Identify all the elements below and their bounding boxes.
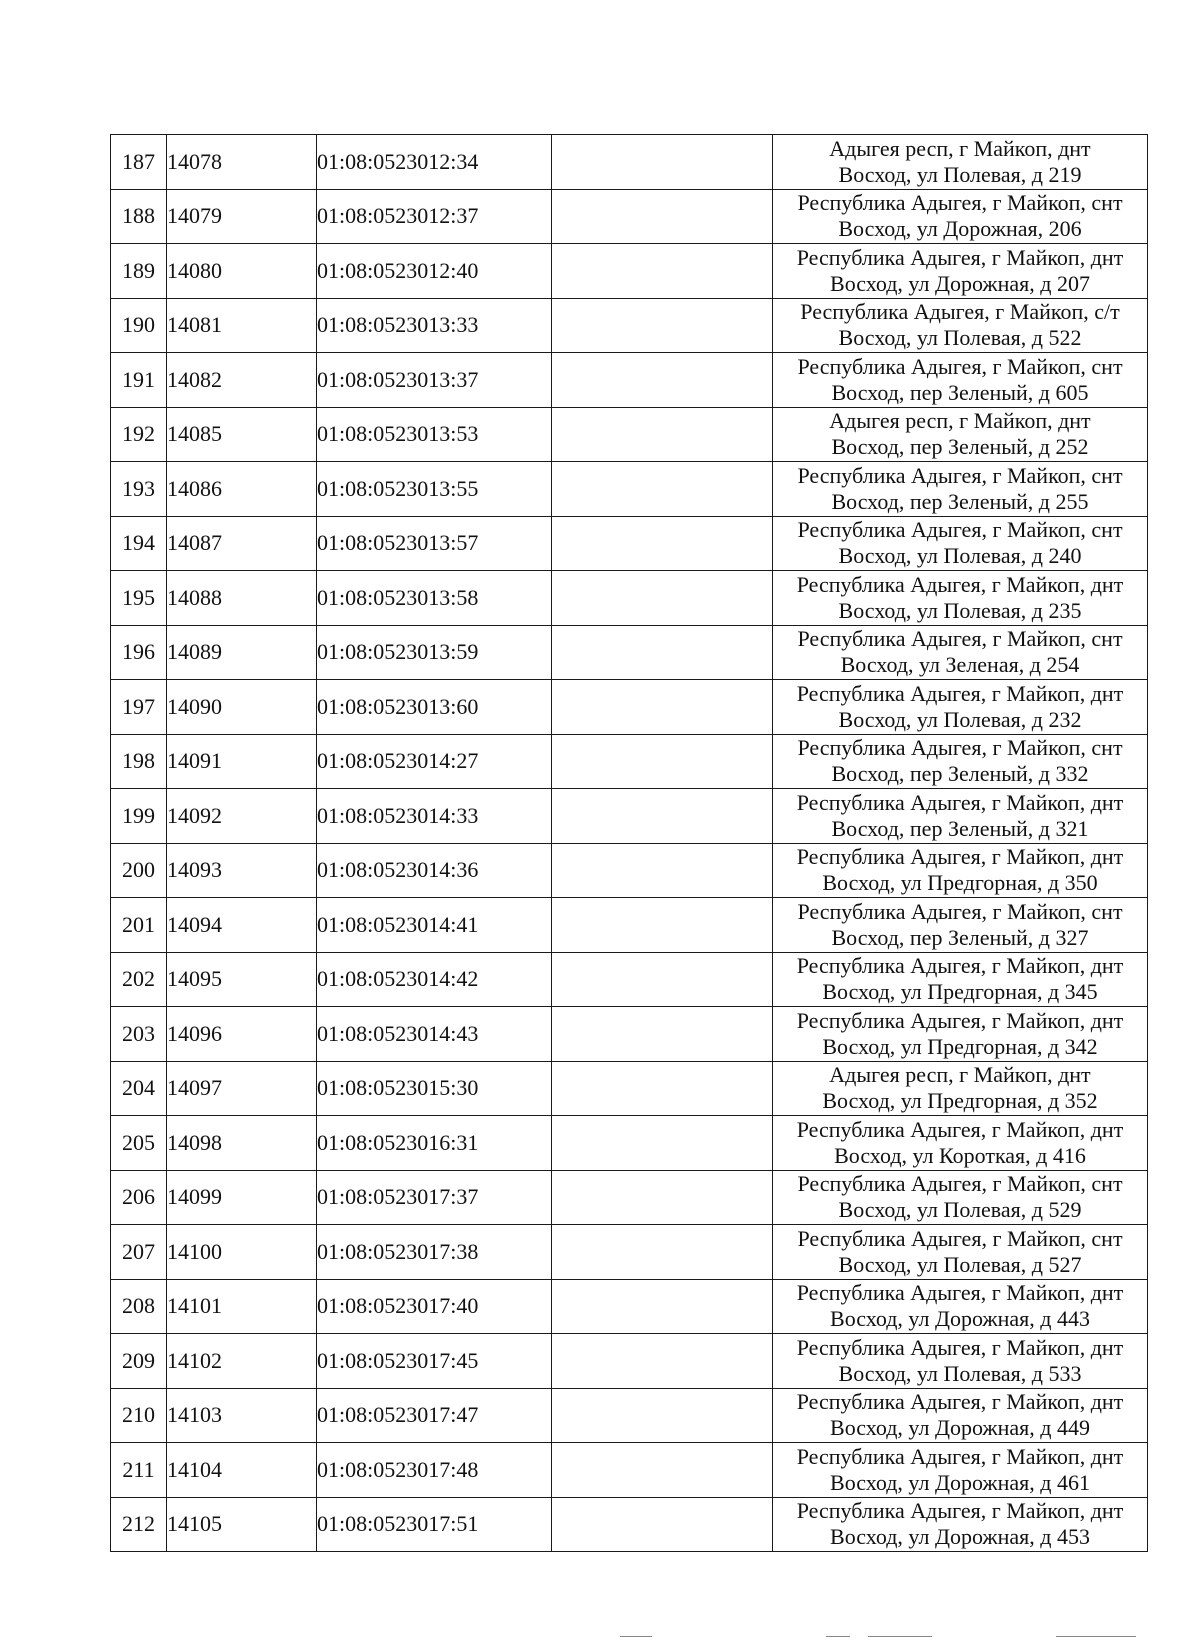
row-number: 208: [111, 1279, 167, 1334]
cadastral-number: 01:08:0523013:59: [317, 625, 552, 680]
table-row: [111, 625, 1148, 680]
empty-cell: [552, 462, 773, 517]
row-number: 188: [111, 189, 167, 244]
address-cell: [773, 1279, 1148, 1334]
table-row: [111, 516, 1148, 571]
table-row: [111, 952, 1148, 1007]
row-number: 191: [111, 353, 167, 408]
address-line-2: Восход, ул Предгорная, д 345: [822, 979, 1098, 1005]
scan-artifact-line: [868, 1636, 932, 1637]
address-cell: [773, 244, 1148, 299]
table-row: [111, 1497, 1148, 1552]
row-number: 206: [111, 1170, 167, 1225]
empty-cell: [552, 952, 773, 1007]
cadastral-number: 01:08:0523017:37: [317, 1170, 552, 1225]
empty-cell: [552, 898, 773, 953]
empty-cell: [552, 298, 773, 353]
address-cell: [773, 789, 1148, 844]
address-cell: [773, 1225, 1148, 1280]
address-line-2: Восход, пер Зеленый, д 252: [831, 434, 1089, 460]
object-code: 14078: [167, 135, 317, 190]
empty-cell: [552, 1388, 773, 1443]
address-line-2: Восход, ул Полевая, д 232: [838, 706, 1082, 732]
cadastral-number: 01:08:0523014:42: [317, 952, 552, 1007]
cadastral-number: 01:08:0523016:31: [317, 1116, 552, 1171]
address-line-2: Восход, пер Зеленый, д 327: [831, 924, 1089, 950]
row-number: 203: [111, 1007, 167, 1062]
address-line-1: Республика Адыгея, г Майкоп, снт: [797, 1171, 1123, 1197]
row-number: 197: [111, 680, 167, 735]
address-line-1: Республика Адыгея, г Майкоп, днт: [796, 244, 1124, 270]
address-line-1: Республика Адыгея, г Майкоп, днт: [796, 1007, 1124, 1033]
object-code: 14091: [167, 734, 317, 789]
object-code: 14087: [167, 516, 317, 571]
address-line-1: Республика Адыгея, г Майкоп, снт: [797, 1225, 1123, 1251]
table-body: [111, 135, 1148, 1552]
address-cell: [773, 298, 1148, 353]
row-number: 212: [111, 1497, 167, 1552]
address-cell: [773, 680, 1148, 735]
empty-cell: [552, 625, 773, 680]
cadastral-number: 01:08:0523014:41: [317, 898, 552, 953]
table-row: [111, 680, 1148, 735]
empty-cell: [552, 1116, 773, 1171]
address-line-1: Республика Адыгея, г Майкоп, днт: [796, 571, 1124, 597]
empty-cell: [552, 516, 773, 571]
address-line-1: Республика Адыгея, г Майкоп, снт: [797, 898, 1123, 924]
empty-cell: [552, 571, 773, 626]
address-line-1: Республика Адыгея, г Майкоп, днт: [796, 1443, 1124, 1469]
cadastral-number: 01:08:0523013:53: [317, 407, 552, 462]
object-code: 14080: [167, 244, 317, 299]
address-line-1: Республика Адыгея, г Майкоп, снт: [797, 190, 1123, 216]
object-code: 14090: [167, 680, 317, 735]
scan-artifact-line: [826, 1636, 850, 1637]
object-code: 14105: [167, 1497, 317, 1552]
address-line-2: Восход, ул Полевая, д 219: [838, 161, 1082, 187]
table-row: [111, 843, 1148, 898]
row-number: 210: [111, 1388, 167, 1443]
address-line-2: Восход, ул Дорожная, д 449: [830, 1415, 1090, 1441]
cadastral-number: 01:08:0523014:43: [317, 1007, 552, 1062]
table-row: [111, 1388, 1148, 1443]
address-cell: [773, 843, 1148, 898]
cadastral-number: 01:08:0523013:60: [317, 680, 552, 735]
address-cell: [773, 571, 1148, 626]
empty-cell: [552, 189, 773, 244]
cadastral-number: 01:08:0523012:40: [317, 244, 552, 299]
row-number: 205: [111, 1116, 167, 1171]
empty-cell: [552, 734, 773, 789]
table-row: [111, 789, 1148, 844]
empty-cell: [552, 1061, 773, 1116]
object-code: 14097: [167, 1061, 317, 1116]
table-row: [111, 1443, 1148, 1498]
address-line-1: Республика Адыгея, г Майкоп, днт: [796, 680, 1124, 706]
cadastral-number: 01:08:0523014:33: [317, 789, 552, 844]
table-row: [111, 1116, 1148, 1171]
address-line-2: Восход, ул Дорожная, д 207: [830, 270, 1090, 296]
address-line-1: Республика Адыгея, г Майкоп, днт: [796, 1389, 1124, 1415]
address-line-1: Республика Адыгея, г Майкоп, днт: [796, 844, 1124, 870]
object-code: 14099: [167, 1170, 317, 1225]
object-code: 14096: [167, 1007, 317, 1062]
address-cell: [773, 353, 1148, 408]
address-line-1: Республика Адыгея, г Майкоп, снт: [797, 626, 1123, 652]
address-line-1: Республика Адыгея, г Майкоп, снт: [797, 517, 1123, 543]
empty-cell: [552, 1334, 773, 1389]
row-number: 204: [111, 1061, 167, 1116]
address-line-2: Восход, ул Полевая, д 533: [838, 1360, 1082, 1386]
table-row: [111, 898, 1148, 953]
address-line-1: Республика Адыгея, г Майкоп, днт: [796, 1280, 1124, 1306]
cadastral-number: 01:08:0523017:51: [317, 1497, 552, 1552]
empty-cell: [552, 1170, 773, 1225]
row-number: 195: [111, 571, 167, 626]
address-line-1: Республика Адыгея, г Майкоп, днт: [796, 1334, 1124, 1360]
land-plot-table: [110, 134, 1148, 1552]
row-number: 194: [111, 516, 167, 571]
address-cell: [773, 1334, 1148, 1389]
object-code: 14079: [167, 189, 317, 244]
table-row: [111, 135, 1148, 190]
cadastral-number: 01:08:0523017:45: [317, 1334, 552, 1389]
address-cell: [773, 135, 1148, 190]
row-number: 202: [111, 952, 167, 1007]
address-line-2: Восход, ул Зеленая, д 254: [840, 652, 1080, 678]
cadastral-number: 01:08:0523017:40: [317, 1279, 552, 1334]
empty-cell: [552, 789, 773, 844]
address-line-1: Республика Адыгея, г Майкоп, снт: [797, 735, 1123, 761]
address-cell: [773, 1497, 1148, 1552]
empty-cell: [552, 244, 773, 299]
cadastral-number: 01:08:0523017:38: [317, 1225, 552, 1280]
row-number: 189: [111, 244, 167, 299]
object-code: 14092: [167, 789, 317, 844]
table-row: [111, 407, 1148, 462]
row-number: 200: [111, 843, 167, 898]
object-code: 14081: [167, 298, 317, 353]
address-cell: [773, 1007, 1148, 1062]
row-number: 207: [111, 1225, 167, 1280]
address-cell: [773, 625, 1148, 680]
address-cell: [773, 189, 1148, 244]
cadastral-number: 01:08:0523012:37: [317, 189, 552, 244]
address-line-2: Восход, ул Дорожная, 206: [838, 216, 1082, 242]
table-row: [111, 1334, 1148, 1389]
object-code: 14094: [167, 898, 317, 953]
address-line-2: Восход, ул Полевая, д 529: [838, 1197, 1082, 1223]
address-cell: [773, 898, 1148, 953]
address-line-2: Восход, ул Дорожная, д 461: [830, 1469, 1090, 1495]
row-number: 187: [111, 135, 167, 190]
object-code: 14093: [167, 843, 317, 898]
row-number: 199: [111, 789, 167, 844]
object-code: 14100: [167, 1225, 317, 1280]
cadastral-number: 01:08:0523012:34: [317, 135, 552, 190]
address-line-2: Восход, пер Зеленый, д 332: [831, 761, 1089, 787]
object-code: 14089: [167, 625, 317, 680]
address-cell: [773, 1388, 1148, 1443]
cadastral-number: 01:08:0523013:55: [317, 462, 552, 517]
address-line-1: Республика Адыгея, г Майкоп, снт: [797, 353, 1123, 379]
table-row: [111, 353, 1148, 408]
table-row: [111, 1225, 1148, 1280]
address-line-1: Республика Адыгея, г Майкоп, снт: [797, 462, 1123, 488]
address-cell: [773, 1061, 1148, 1116]
object-code: 14102: [167, 1334, 317, 1389]
row-number: 190: [111, 298, 167, 353]
address-line-1: Адыгея респ, г Майкоп, днт: [829, 408, 1091, 434]
table-row: [111, 1279, 1148, 1334]
empty-cell: [552, 1279, 773, 1334]
table-row: [111, 1007, 1148, 1062]
empty-cell: [552, 407, 773, 462]
empty-cell: [552, 1497, 773, 1552]
address-cell: [773, 952, 1148, 1007]
cadastral-number: 01:08:0523013:33: [317, 298, 552, 353]
row-number: 193: [111, 462, 167, 517]
cadastral-number: 01:08:0523013:37: [317, 353, 552, 408]
cadastral-number: 01:08:0523014:36: [317, 843, 552, 898]
empty-cell: [552, 1443, 773, 1498]
row-number: 209: [111, 1334, 167, 1389]
scan-artifact-line: [1056, 1636, 1136, 1637]
object-code: 14101: [167, 1279, 317, 1334]
address-line-2: Восход, ул Полевая, д 522: [838, 325, 1082, 351]
row-number: 198: [111, 734, 167, 789]
object-code: 14085: [167, 407, 317, 462]
cadastral-number: 01:08:0523015:30: [317, 1061, 552, 1116]
object-code: 14104: [167, 1443, 317, 1498]
object-code: 14088: [167, 571, 317, 626]
table-row: [111, 1170, 1148, 1225]
address-cell: [773, 516, 1148, 571]
cadastral-number: 01:08:0523017:48: [317, 1443, 552, 1498]
address-cell: [773, 1170, 1148, 1225]
address-line-2: Восход, ул Предгорная, д 342: [822, 1033, 1098, 1059]
address-line-1: Республика Адыгея, г Майкоп, днт: [796, 953, 1124, 979]
table-row: [111, 734, 1148, 789]
row-number: 211: [111, 1443, 167, 1498]
scan-artifact-line: [620, 1636, 652, 1637]
table-row: [111, 1061, 1148, 1116]
address-line-2: Восход, ул Короткая, д 416: [834, 1142, 1086, 1168]
address-line-2: Восход, пер Зеленый, д 321: [831, 815, 1089, 841]
object-code: 14086: [167, 462, 317, 517]
address-line-2: Восход, пер Зеленый, д 255: [831, 488, 1089, 514]
empty-cell: [552, 135, 773, 190]
address-cell: [773, 1116, 1148, 1171]
object-code: 14098: [167, 1116, 317, 1171]
empty-cell: [552, 1225, 773, 1280]
address-line-2: Восход, ул Дорожная, д 453: [830, 1524, 1090, 1550]
address-line-2: Восход, пер Зеленый, д 605: [831, 379, 1089, 405]
cadastral-number: 01:08:0523013:57: [317, 516, 552, 571]
row-number: 192: [111, 407, 167, 462]
object-code: 14103: [167, 1388, 317, 1443]
address-line-1: Адыгея респ, г Майкоп, днт: [829, 1062, 1091, 1088]
address-line-2: Восход, ул Полевая, д 235: [838, 597, 1082, 623]
cadastral-number: 01:08:0523013:58: [317, 571, 552, 626]
address-line-1: Республика Адыгея, г Майкоп, днт: [796, 789, 1124, 815]
address-line-2: Восход, ул Предгорная, д 352: [822, 1088, 1098, 1114]
address-cell: [773, 462, 1148, 517]
object-code: 14082: [167, 353, 317, 408]
empty-cell: [552, 353, 773, 408]
address-line-1: Республика Адыгея, г Майкоп, днт: [796, 1116, 1124, 1142]
table-row: [111, 298, 1148, 353]
address-line-1: Республика Адыгея, г Майкоп, днт: [796, 1498, 1124, 1524]
cadastral-number: 01:08:0523014:27: [317, 734, 552, 789]
address-line-2: Восход, ул Полевая, д 527: [838, 1251, 1082, 1277]
address-cell: [773, 734, 1148, 789]
table-row: [111, 571, 1148, 626]
address-cell: [773, 407, 1148, 462]
object-code: 14095: [167, 952, 317, 1007]
cadastral-number: 01:08:0523017:47: [317, 1388, 552, 1443]
address-line-2: Восход, ул Полевая, д 240: [838, 543, 1082, 569]
table-row: [111, 189, 1148, 244]
address-cell: [773, 1443, 1148, 1498]
table-row: [111, 244, 1148, 299]
empty-cell: [552, 1007, 773, 1062]
row-number: 196: [111, 625, 167, 680]
address-line-1: Республика Адыгея, г Майкоп, с/т: [800, 299, 1120, 325]
address-line-1: Адыгея респ, г Майкоп, днт: [829, 135, 1091, 161]
address-line-2: Восход, ул Предгорная, д 350: [822, 870, 1098, 896]
empty-cell: [552, 843, 773, 898]
address-line-2: Восход, ул Дорожная, д 443: [830, 1306, 1090, 1332]
table-row: [111, 462, 1148, 517]
empty-cell: [552, 680, 773, 735]
row-number: 201: [111, 898, 167, 953]
